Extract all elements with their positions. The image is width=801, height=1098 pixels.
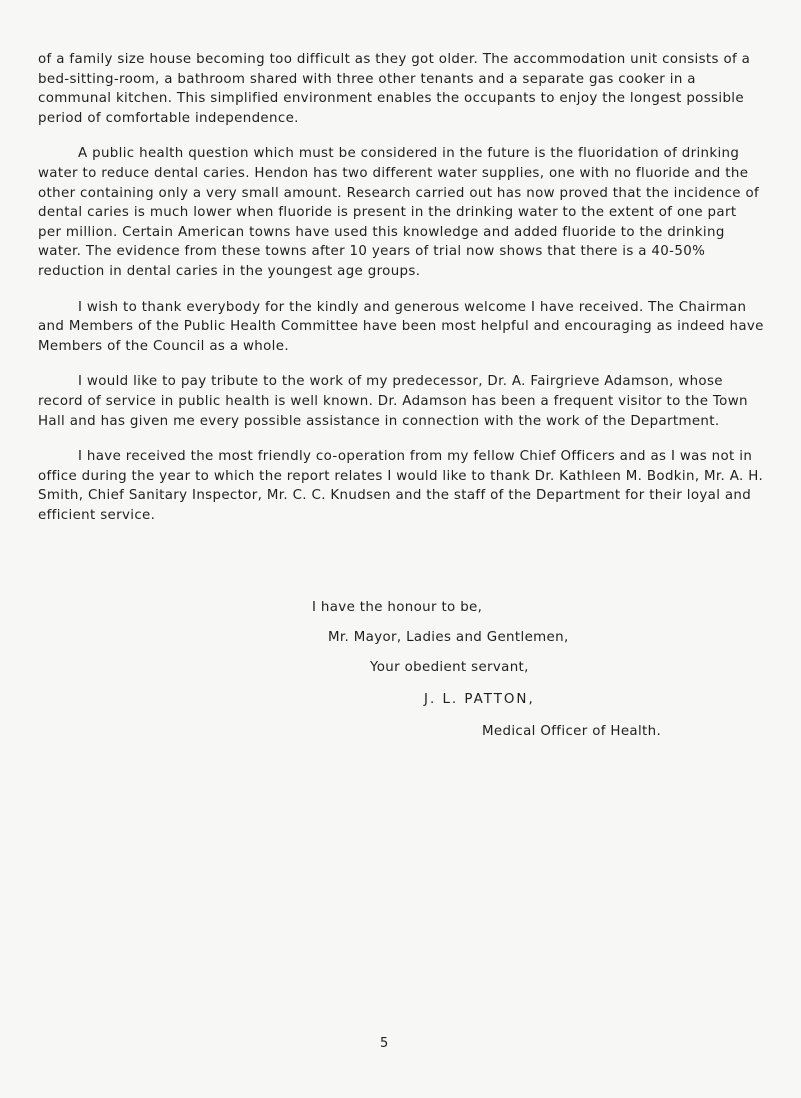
page-number: 5 [380,1036,389,1051]
closing-servant: Your obedient servant, [370,660,529,675]
closing-salutation: Mr. Mayor, Ladies and Gentlemen, [328,630,569,645]
paragraph-fluoridation: A public health question which must be considered in the future is the fluoridation of drinking water to reduce dental caries. Hendon has two different water supplies, one with no fluoride and the other containing only a very small amount. Research carried out has now proved that the incidence of dental caries is much lower when fluoride is present in the drinking water to the extent of one part per million. Certain American towns have used this knowledge and added fluoride to the drinking water. The evidence from these towns after 10 years of trial now shows that there is a 40-50% reduction in dental caries in the youngest age groups. [38,146,760,279]
signature-name: J. L. PATTON, [424,692,535,707]
paragraph-cooperation: I have received the most friendly co-operation from my fellow Chief Officers and as I was not in office during the year to which the report relates I would like to thank Dr. Kathleen M. Bodkin, Mr. A. H. Smith, Chief Sanitary Inspector, Mr. C. C. Knudsen and the staff of the Department for their loyal and efficient service. [38,449,764,523]
paragraph-welcome: I wish to thank everybody for the kindly and generous welcome I have received. The Chairman and Members of the Public Health Committee have been most helpful and encouraging as indeed have Members of the Council as a whole. [38,299,764,354]
signature-title: Medical Officer of Health. [482,724,662,739]
paragraph-continuation: of a family size house becoming too difficult as they got older. The accommodation unit consists of a bed-sitting-room, a bathroom shared with three other tenants and a separate gas cooker in a communal kitchen. This simplified environment enables the occupants to enjoy the longest possible period of comfortable independence. [38,52,751,126]
body-text [38,50,764,541]
closing-honour: I have the honour to be, [312,600,483,615]
paragraph-tribute: I would like to pay tribute to the work of my predecessor, Dr. A. Fairgrieve Adamson, whose record of service in public health is well known. Dr. Adamson has been a frequent visitor to the Town Hall and has given me every possible assistance in connection with the work of the Department. [38,374,748,429]
